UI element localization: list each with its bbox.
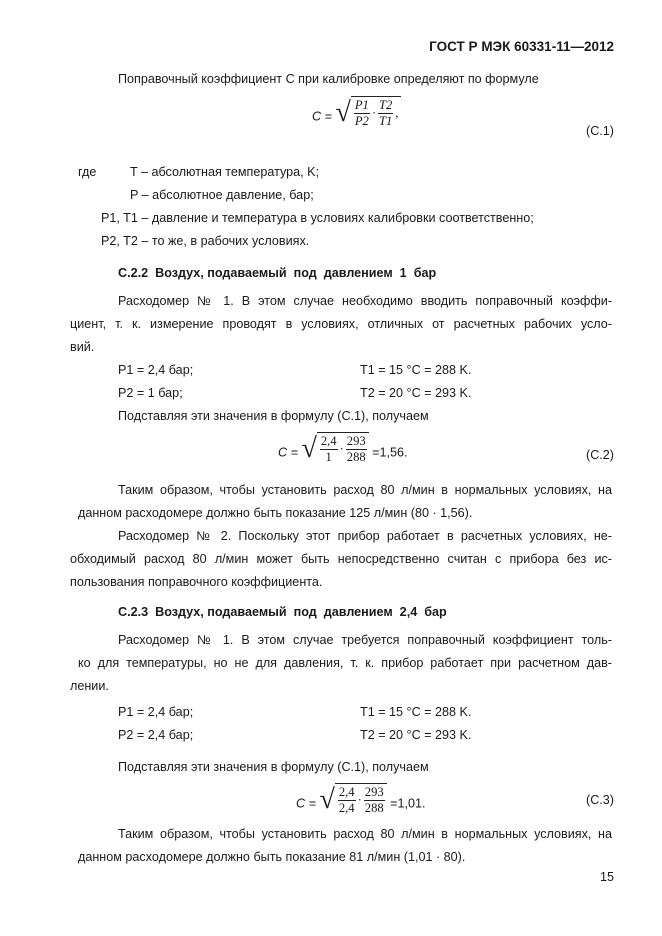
section-heading-c22: C.2.2 Воздух, подаваемый под давлением 1 бар — [118, 266, 437, 280]
paragraph-line: данном расходомере должно быть показание 81 л/мин (1,01 · 80). — [78, 850, 466, 864]
substitution-text: Подставляя эти значения в формулу (C.1), получаем — [118, 409, 429, 423]
paragraph-line: Таким образом, чтобы установить расход 80 л/мин в нормальных условиях, на — [118, 483, 612, 497]
paragraph-line: Расходомер № 1. В этом случае требуется поправочный коэффициент толь- — [118, 633, 612, 647]
where-line: P – абсолютное давление, бар; — [130, 188, 314, 202]
formula-c1 — [312, 96, 401, 129]
formula-lhs: C = — [312, 109, 332, 124]
fraction-p: $\frac{P1}{P2}$ — [354, 98, 369, 128]
paragraph-line: данном расходомере должно быть показание 125 л/мин (80 · 1,56). — [78, 506, 473, 520]
formula-c2: C = √ $\frac{2,4}{1}$ · $\frac{293}{288}$ =1,56. — [278, 432, 408, 464]
page-number: 15 — [599, 870, 614, 884]
value-t1: T1 = 15 °C = 288 K. — [360, 705, 472, 719]
where-line: P2, T2 – то же, в рабочих условиях. — [101, 234, 310, 248]
intro-text: Поправочный коэффициент C при калибровке определяют по формуле — [118, 72, 539, 86]
paragraph-line: вий. — [70, 340, 95, 354]
where-lead: где — [78, 165, 97, 179]
paragraph-line: Расходомер № 1. В этом случае необходимо вводить поправочный коэффи- — [118, 294, 612, 308]
formula-c3: C = √ $\frac{2,4}{2,4}$ · $\frac{293}{288}$ =1,01. — [296, 783, 426, 815]
value-p1: P1 = 2,4 бар; — [118, 363, 194, 377]
formula-label-c2: (C.2) — [586, 448, 614, 462]
section-heading-c23: C.2.3 Воздух, подаваемый под давлением 2,4 бар — [118, 605, 447, 619]
paragraph-line: пользования поправочного коэффициента. — [70, 575, 323, 589]
substitution-text: Подставляя эти значения в формулу (C.1), получаем — [118, 760, 429, 774]
paragraph-line: обходимый расход 80 л/мин может быть непосредственно считан с прибора без ис- — [70, 552, 612, 566]
where-line: T – абсолютная температура, K; — [130, 165, 320, 179]
paragraph-line: циент, т. к. измерение проводят в условиях, отличных от расчетных рабочих усло- — [70, 317, 612, 331]
fraction-t: $\frac{T2}{T1}$ — [379, 98, 393, 128]
sqrt-sign: √ $\frac{P1}{P2}$ · $\frac{T2}{T1}$ , — [335, 96, 399, 128]
value-t2: T2 = 20 °C = 293 K. — [360, 728, 472, 742]
paragraph-line: Расходомер № 2. Поскольку этот прибор работает в расчетных условиях, не- — [118, 529, 612, 543]
paragraph-line: ко для температуры, но не для давления, т. к. прибор работает при расчетном дав- — [78, 656, 612, 670]
paragraph-line: лении. — [70, 679, 109, 693]
formula-label-c3: (C.3) — [586, 793, 614, 807]
value-t1: T1 = 15 °C = 288 K. — [360, 363, 472, 377]
value-p2: P2 = 2,4 бар; — [118, 728, 194, 742]
document-header: ГОСТ Р МЭК 60331-11—2012 — [429, 39, 614, 54]
value-p1: P1 = 2,4 бар; — [118, 705, 194, 719]
where-line: P1, T1 – давление и температура в условиях калибровки соответственно; — [101, 211, 534, 225]
paragraph-line: Таким образом, чтобы установить расход 80 л/мин в нормальных условиях, на — [118, 827, 612, 841]
value-t2: T2 = 20 °C = 293 K. — [360, 386, 472, 400]
value-p2: P2 = 1 бар; — [118, 386, 183, 400]
formula-label-c1: (C.1) — [586, 124, 614, 138]
